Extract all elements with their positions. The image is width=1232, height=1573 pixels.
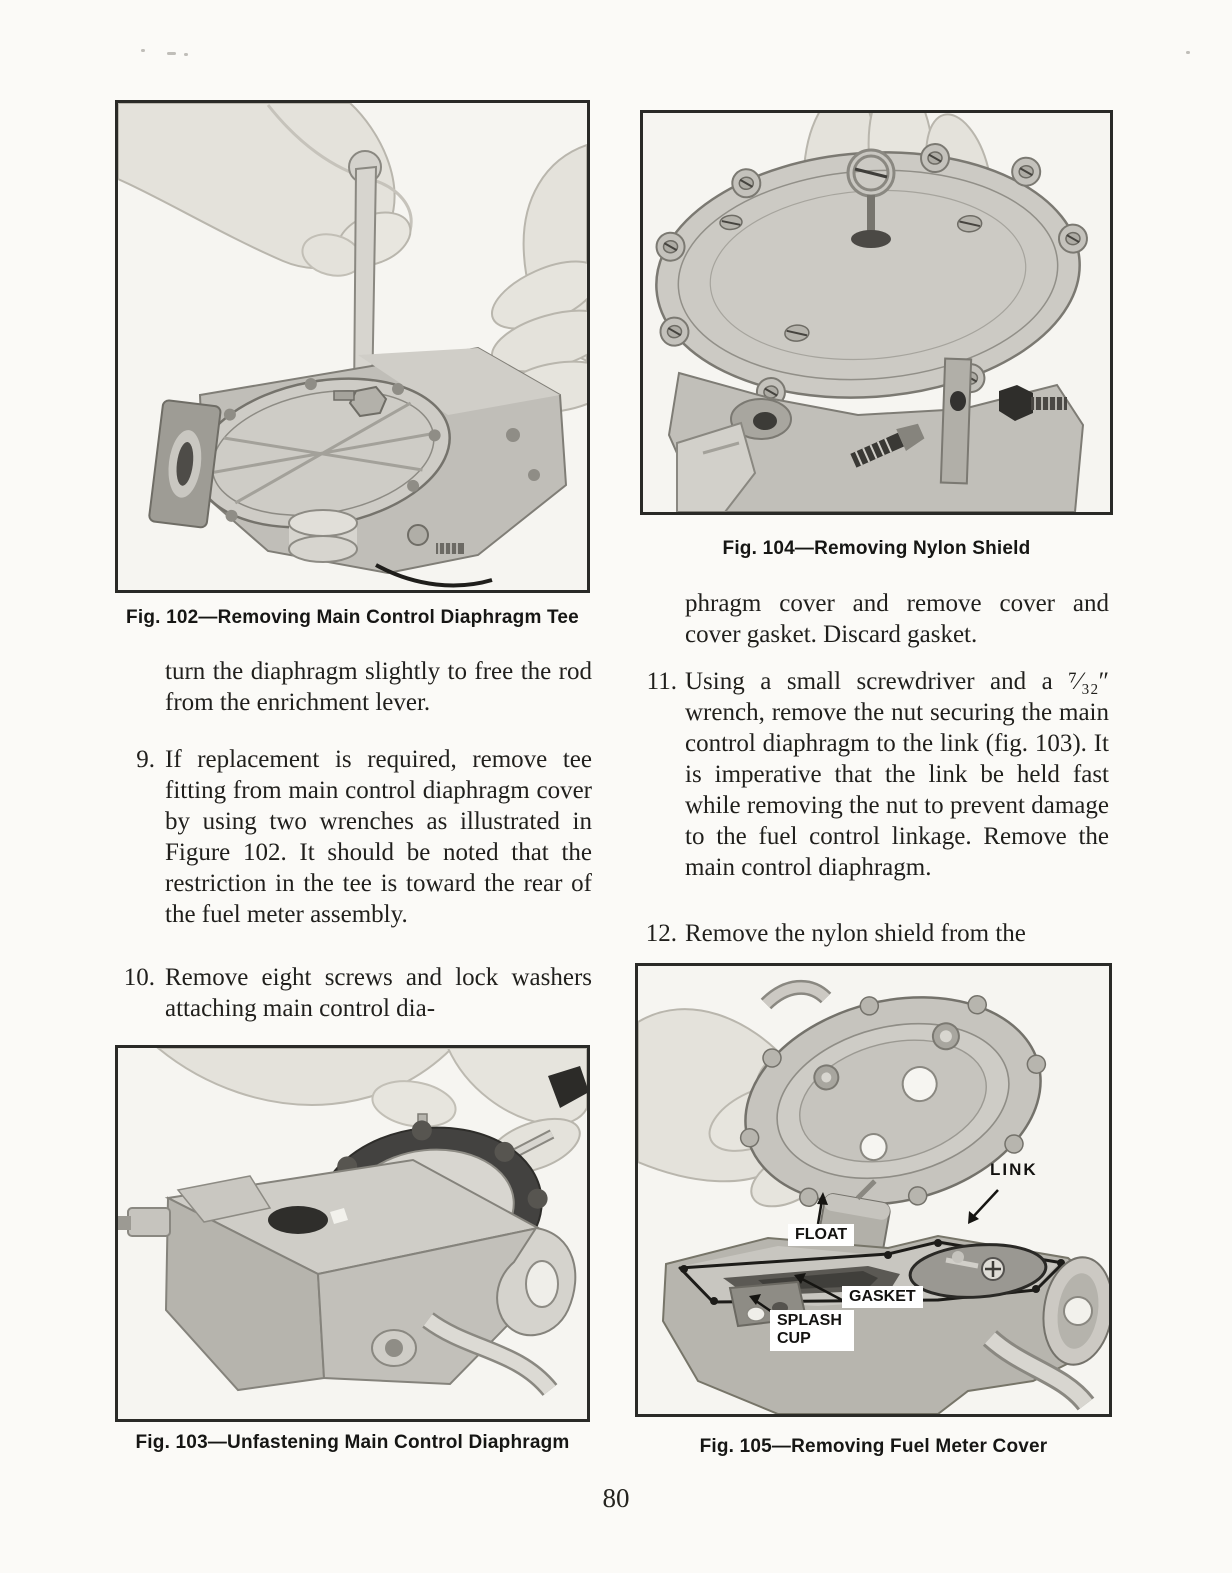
scan-speck <box>1186 51 1190 54</box>
paragraph-continuation-right: phragm cover and remove cover and cover gasket. Discard gasket. <box>685 590 1109 648</box>
list-number-10: 10. <box>123 964 155 991</box>
fig105-caption: Fig. 105—Removing Fuel Meter Cover <box>699 1436 1048 1457</box>
list-item-11-text: Using a small screwdriver and a ⁷⁄₃₂″ wrench, remove the nut securing the main control diaphragm to the link (fig. 103). It is imperative that the link be held fast while removing the nut to prevent damage to the fuel control linkage. Remove the main control diaphragm. <box>685 668 1109 881</box>
list-item-10-text: Remove eight screws and lock washers attaching main control dia- <box>165 964 592 1022</box>
fig105-label-splash-cup: SPLASH CUP <box>770 1310 854 1351</box>
list-number-9: 9. <box>136 746 155 773</box>
fig103-photo <box>118 1048 587 1419</box>
fig102-photo <box>118 103 587 590</box>
scan-speck <box>184 53 188 56</box>
fig103-caption: Fig. 103—Unfastening Main Control Diaphragm <box>135 1432 570 1453</box>
scan-speck <box>141 49 145 52</box>
paragraph-continuation-left: turn the diaphragm slightly to free the rod from the enrichment lever. <box>165 658 592 716</box>
fig105-photo <box>638 966 1109 1414</box>
fig104-photo <box>643 113 1110 512</box>
fig105-label-float: FLOAT <box>788 1224 854 1246</box>
figure-105 <box>635 963 1112 1417</box>
fig104-caption: Fig. 104—Removing Nylon Shield <box>722 538 1031 559</box>
list-item-12-text: Remove the nylon shield from the <box>685 920 1026 947</box>
list-number-11: 11. <box>646 668 677 695</box>
figure-104 <box>640 110 1113 515</box>
list-number-12: 12. <box>645 920 677 947</box>
fig105-label-gasket: GASKET <box>842 1286 923 1308</box>
fig105-label-link: LINK <box>990 1160 1038 1179</box>
fig102-caption: Fig. 102—Removing Main Control Diaphragm Tee <box>126 607 579 628</box>
figure-102 <box>115 100 590 593</box>
page-number: 80 <box>602 1483 630 1513</box>
scan-speck <box>167 52 176 55</box>
figure-103 <box>115 1045 590 1422</box>
list-item-9-text: If replacement is required, remove tee fitting from main control diaphragm cover by using two wrenches as illustrated in Figure 102. It should be noted that the restriction in the tee is toward the rear of the fuel meter assembly. <box>165 746 592 928</box>
